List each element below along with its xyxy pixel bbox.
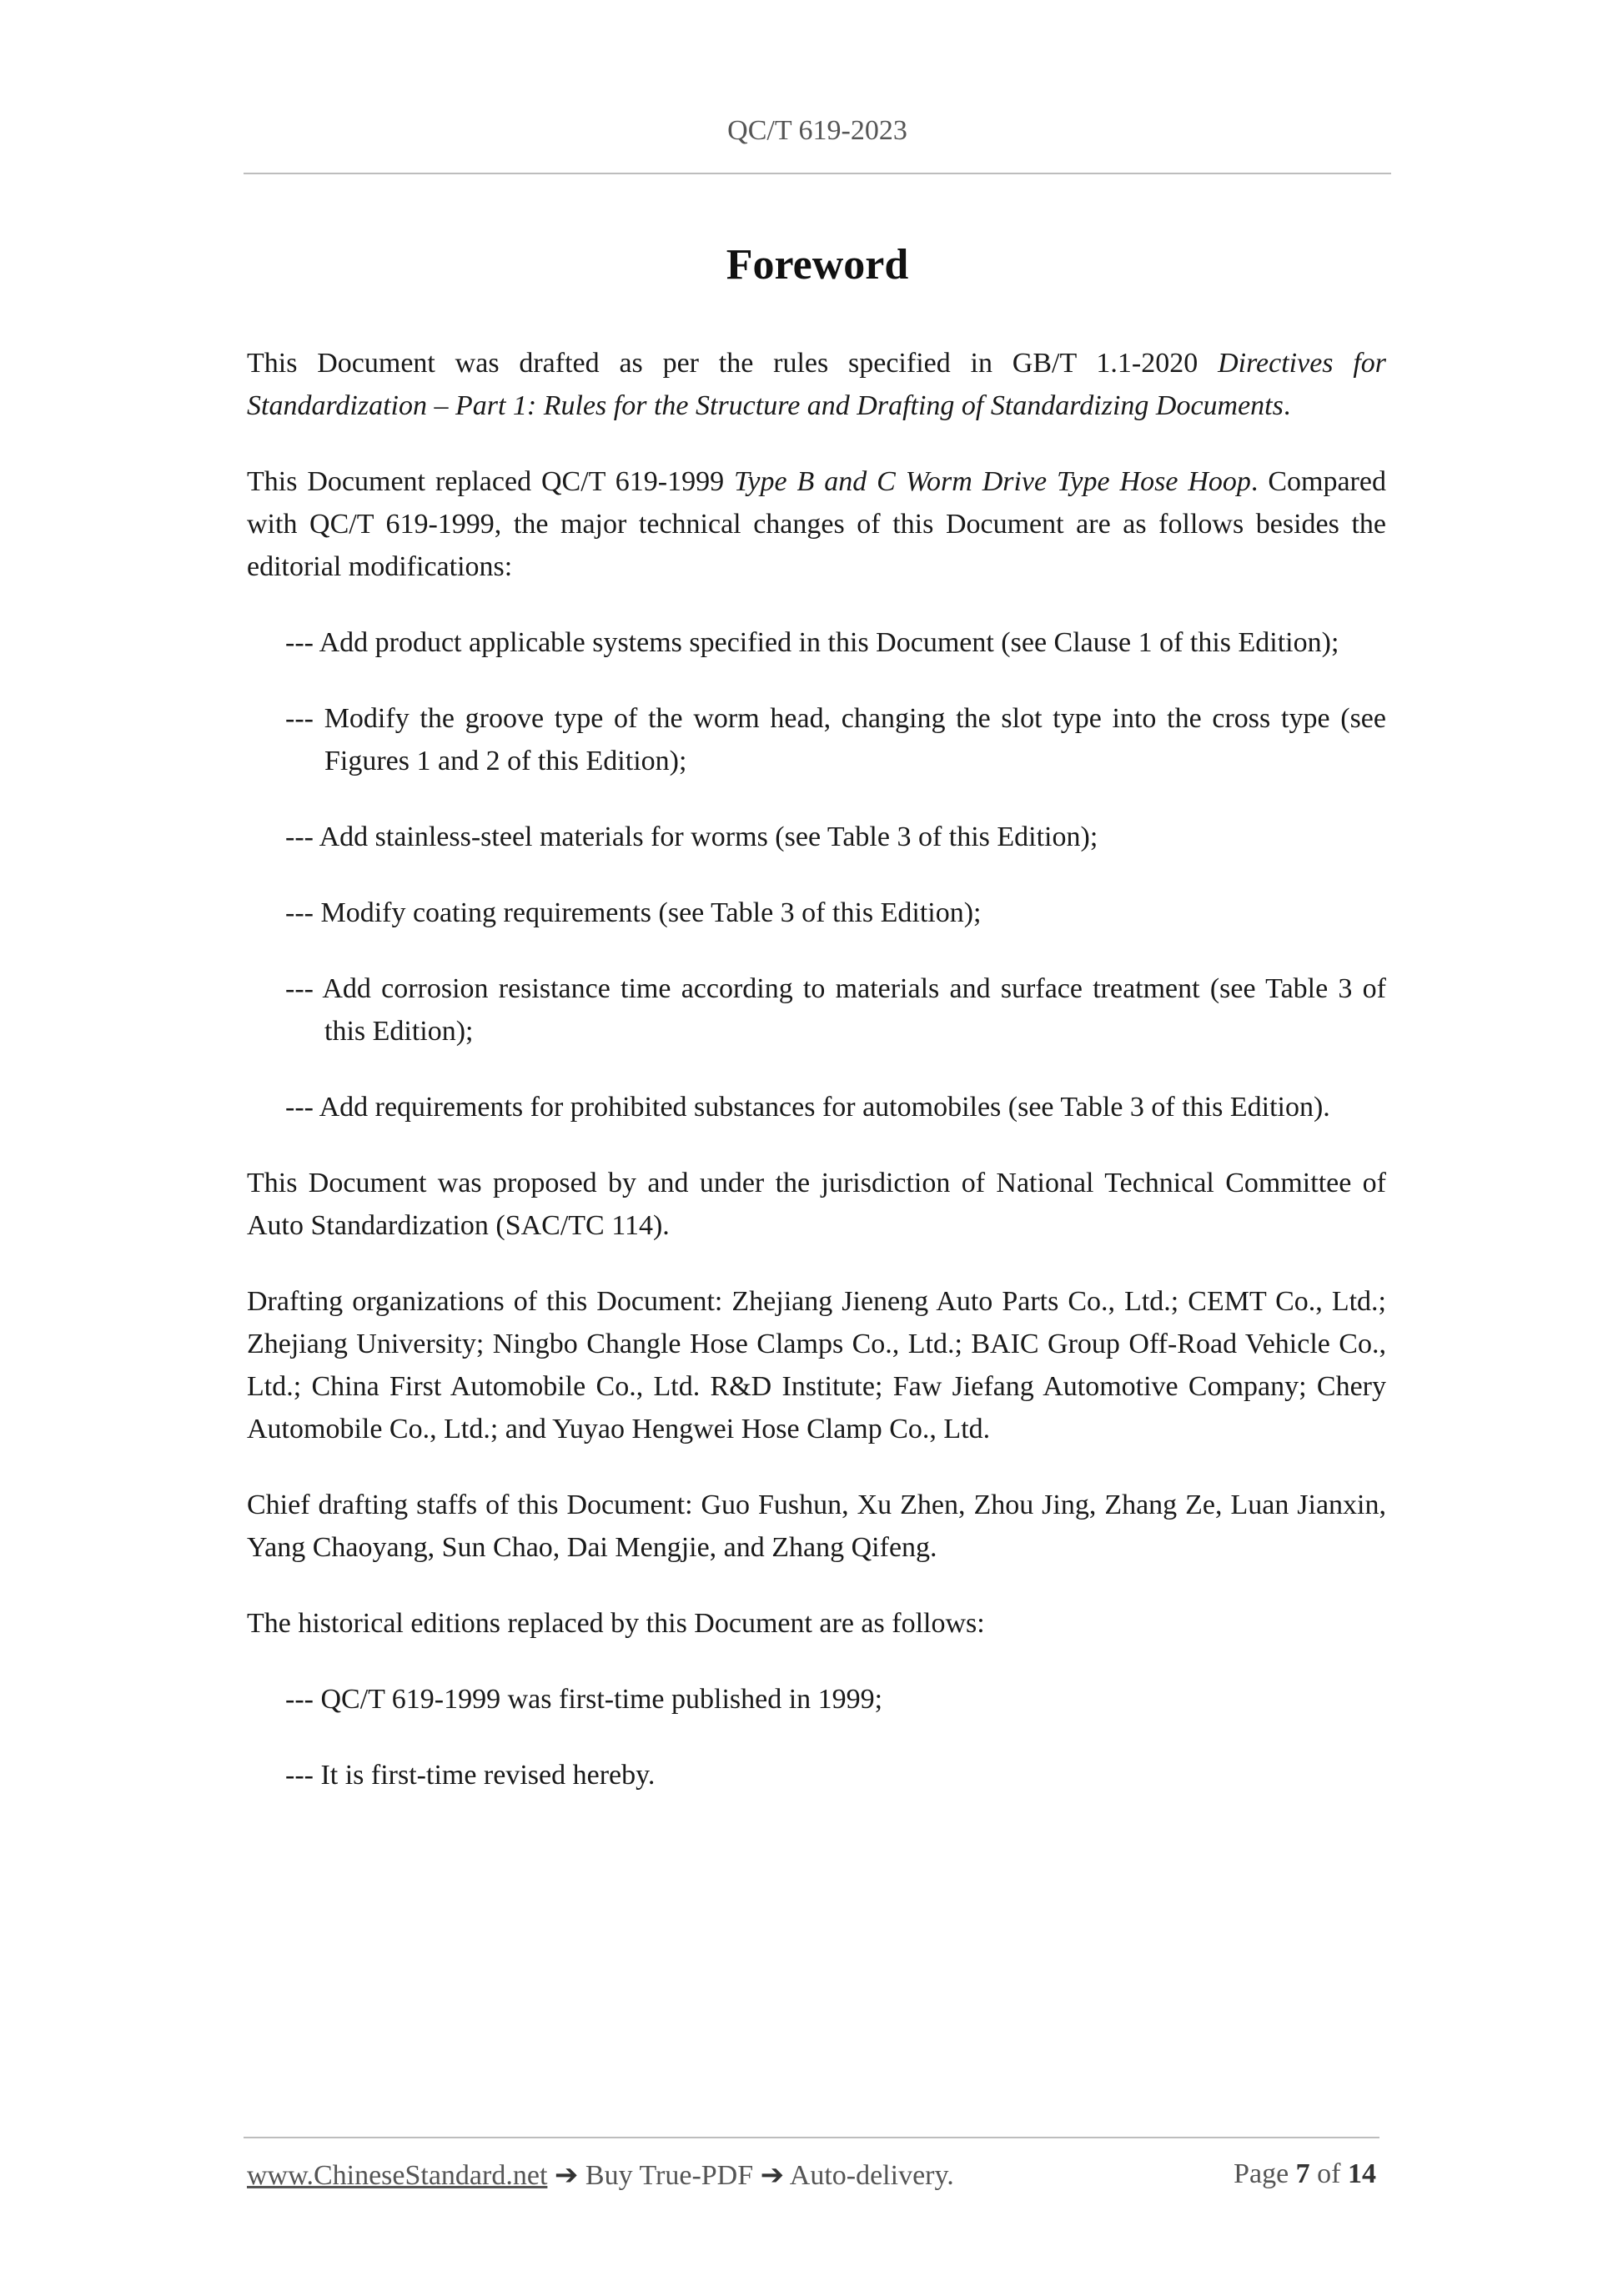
auto-delivery-text: Auto-delivery. (784, 2160, 954, 2191)
of-label: of (1309, 2158, 1348, 2189)
page-footer (247, 2158, 1379, 2200)
drafting-rules-paragraph (247, 342, 1386, 427)
change-item: --- Add product applicable systems specified in this Document (see Clause 1 of this Edition); (285, 627, 1339, 658)
document-code-header: QC/T 619-2023 (727, 115, 907, 146)
page-title: Foreword (726, 241, 909, 289)
total-page-count: 14 (1348, 2158, 1376, 2189)
replaced-standard-title: Type B and C Worm Drive Type Hose Hoop (734, 466, 1251, 497)
drafting-rules-text: This Document was drafted as per the rules specified in GB/T 1.1-2020 (247, 348, 1219, 379)
change-item: --- Add requirements for prohibited substances for automobiles (see Table 3 of this Edition). (285, 1092, 1330, 1123)
history-item: --- QC/T 619-1999 was first-time published in 1999; (285, 1684, 883, 1715)
drafting-rules-end: . (1283, 390, 1291, 421)
change-item: --- Modify the groove type of the worm head, changing the slot type into the cross type (see Figures 1 and 2 of this Edition); (285, 703, 1386, 776)
header-divider (244, 173, 1391, 174)
drafting-organizations-paragraph: Drafting organizations of this Document: Zhejiang Jieneng Auto Parts Co., Ltd.; CEMT Co., Ltd.; Zhejiang University; Ningbo Changle Hose Clamps Co., Ltd.; BAIC Group Off-Road Vehicle Co., Ltd.; China First Automobile Co., Ltd. R&D Institute; Faw Jiefang Automotive Company; Chery Automobile Co., Ltd.; and Yuyao Hengwei Hose Clamp Co., Ltd. (247, 1286, 1386, 1444)
replacement-text: This Document replaced QC/T 619-1999 (247, 466, 735, 497)
right-arrow-icon: ➔ (760, 2160, 785, 2191)
page-label: Page (1234, 2158, 1296, 2189)
proposed-by-paragraph: This Document was proposed by and under the jurisdiction of National Technical Committee of Auto Standardization (SAC/TC 114). (247, 1168, 1386, 1241)
directives-title: Directives for Standardization – Part 1: Rules for the Structure and Drafting of Standardizing Documents (247, 348, 1387, 421)
page-indicator (1234, 2158, 1376, 2190)
current-page-number: 7 (1295, 2158, 1310, 2189)
footer-divider (244, 2137, 1379, 2138)
change-item: --- Add corrosion resistance time according to materials and surface treatment (see Table 3 of this Edition); (285, 973, 1386, 1047)
historical-editions-intro: The historical editions replaced by this Document are as follows: (247, 1608, 985, 1639)
replacement-text-end: . Compared with QC/T 619-1999, the major technical changes of this Document are as follows besides the editorial modifications: (247, 466, 1386, 582)
change-item: --- Modify coating requirements (see Table 3 of this Edition); (285, 897, 982, 928)
footer-promo (247, 2158, 954, 2192)
replacement-paragraph (247, 460, 1386, 588)
chief-drafting-staff-paragraph: Chief drafting staffs of this Document: Guo Fushun, Xu Zhen, Zhou Jing, Zhang Ze, Luan Jianxin, Yang Chaoyang, Sun Chao, Dai Mengjie, and Zhang Qifeng. (247, 1490, 1386, 1563)
chinesestandard-link[interactable]: www.ChineseStandard.net (247, 2160, 548, 2191)
right-arrow-icon: ➔ (554, 2160, 579, 2191)
buy-true-pdf-text: Buy True-PDF (578, 2160, 761, 2191)
history-item: --- It is first-time revised hereby. (285, 1760, 656, 1791)
change-item: --- Add stainless-steel materials for worms (see Table 3 of this Edition); (285, 821, 1098, 852)
foreword-body (247, 342, 1386, 1830)
